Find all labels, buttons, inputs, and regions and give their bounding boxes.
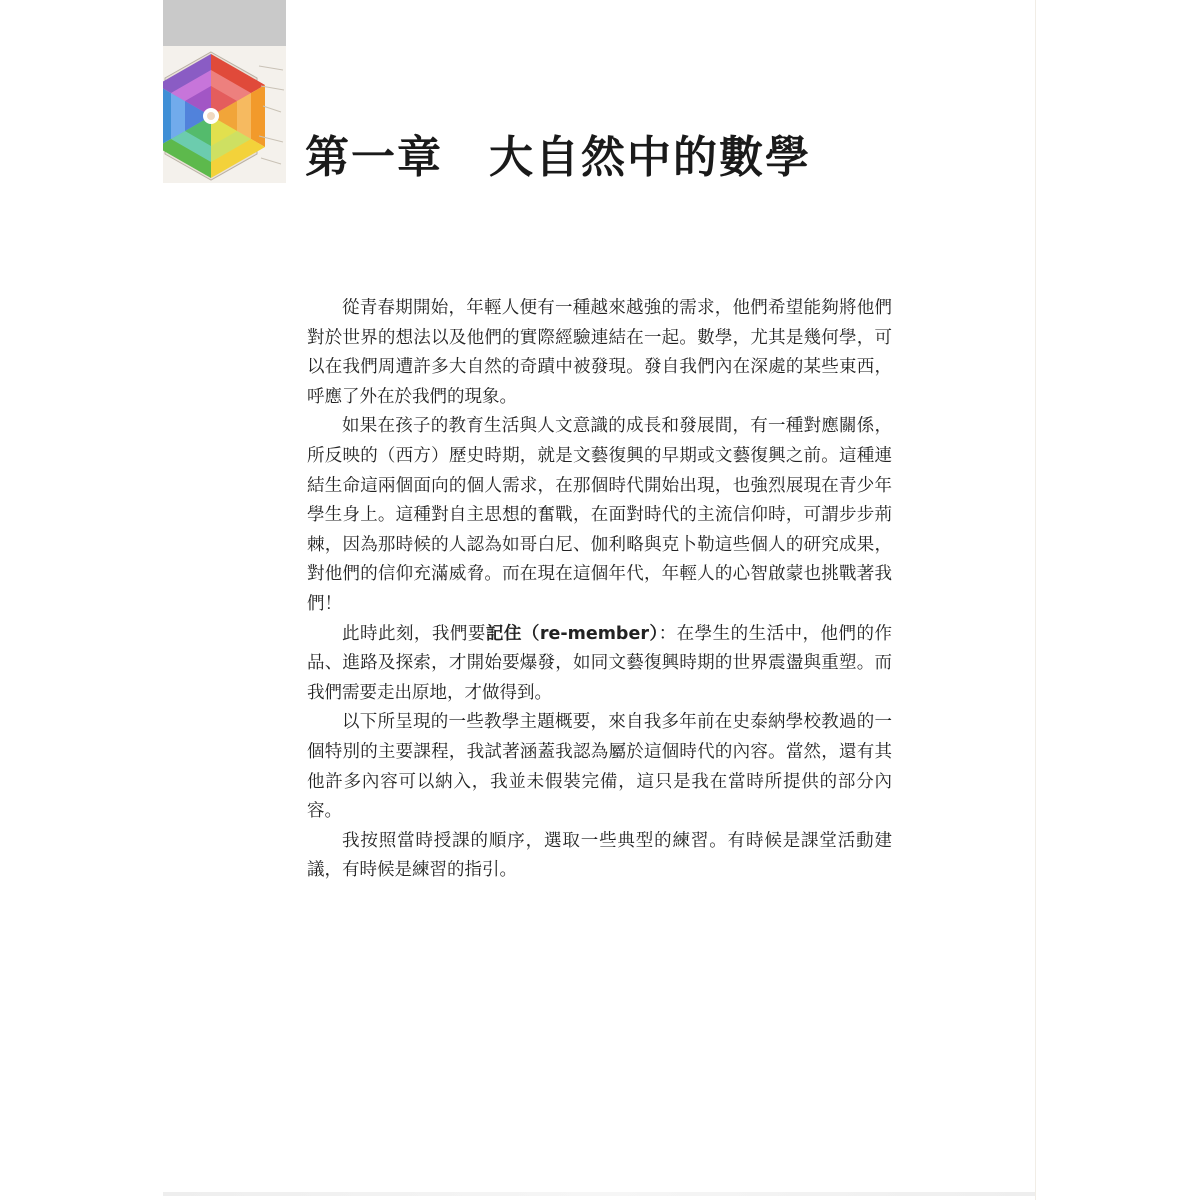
paragraph-4: 以下所呈現的一些教學主題概要，來自我多年前在史泰納學校教過的一個特別的主要課程，我試著涵蓋我認為屬於這個時代的內容。當然，還有其他許多內容可以納入，我並未假裝完備，這只是我在當時所提供的部分內容。 xyxy=(307,712,892,822)
header-gray-block xyxy=(163,0,286,46)
paragraph-2: 如果在孩子的教育生活與人文意識的成長和發展間，有一種對應關係，所反映的（西方）歷史時期，就是文藝復興的早期或文藝復興之前。這種連結生命這兩個面向的個人需求，在那個時代開始出現，也強烈展現在青少年學生身上。這種對自主思想的奮戰，在面對時代的主流信仰時，可謂步步荊棘，因為那時候的人認為如哥白尼、伽利略與克卜勒這些個人的研究成果，對他們的信仰充滿威脅。而在現在這個年代，年輕人的心智啟蒙也挑戰著我們！ xyxy=(307,416,892,614)
chapter-title: 第一章 大自然中的數學 xyxy=(305,132,811,183)
paragraph-3-before: 此時此刻，我們要 xyxy=(342,623,486,644)
spiral-hexagon-image xyxy=(163,46,286,183)
body-text xyxy=(307,294,892,886)
paragraph-5: 我按照當時授課的順序，選取一些典型的練習。有時候是課堂活動建議，有時候是練習的指引。 xyxy=(307,830,892,881)
paragraph-3-bold-term: 記住（re-member） xyxy=(485,623,659,644)
spiral-hexagon-illustration xyxy=(163,46,286,183)
paragraph-3 xyxy=(307,620,892,709)
paragraph-1: 從青春期開始，年輕人便有一種越來越強的需求，他們希望能夠將他們對於世界的想法以及他們的實際經驗連結在一起。數學，尤其是幾何學，可以在我們周遭許多大自然的奇蹟中被發現。發自我們內在深處的某些東西，呼應了外在於我們的現象。 xyxy=(307,298,892,407)
paragraph-3-after: ：在學生的生活中，他們的作品、進路及探索，才開始要爆發，如同文藝復興時期的世界震盪與重塑。而我們需要走出原地，才做得到。 xyxy=(307,623,892,703)
page-bottom-edge xyxy=(163,1192,1035,1196)
